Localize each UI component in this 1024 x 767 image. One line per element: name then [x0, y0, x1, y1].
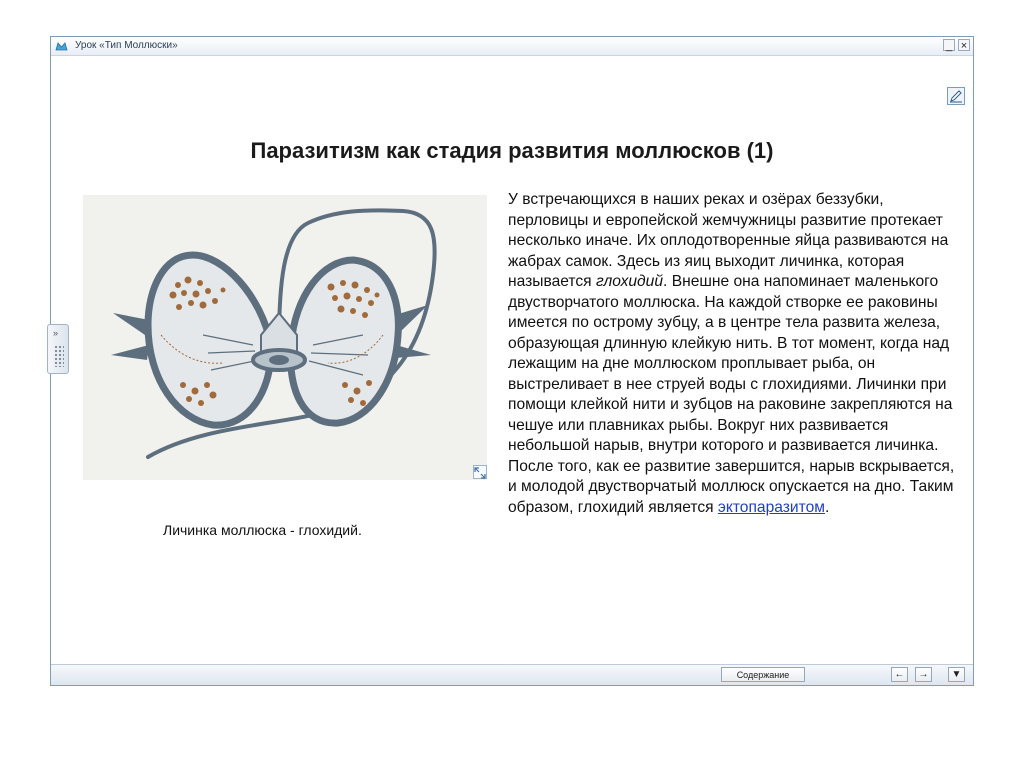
glochidium-drawing: [83, 195, 487, 480]
minimize-button[interactable]: _: [943, 39, 955, 51]
term-glochidium: глохидий: [595, 273, 664, 290]
enlarge-arrows-icon: [474, 467, 486, 479]
body-text-end: .: [825, 498, 830, 516]
expand-icon[interactable]: [473, 465, 487, 479]
figure-caption: Личинка моллюска - глохидий.: [163, 522, 362, 538]
slide-body-text: [508, 190, 958, 518]
edit-icon[interactable]: [947, 87, 965, 105]
app-icon: [55, 40, 68, 52]
body-text-part: . Внешне она напоминает маленького двустворчатого моллюска. На каждой створке ее раковины имеется по острому зубцу, а в центре тела развита железа, образующая длинную клейкую нить. В тот момент, когда над лежащим на дне моллюском проплывает рыба, он выстреливает в нее струей воды с глохидиями. Личинки при помощи клейкой нити и зубцов на раковине закрепляются на чешуе или плавниках рыбы. Вокруг них развивается небольшой нарыв, внутри которого и развивается личинка. После того, как ее развитие завершится, нарыв вскрывается, и молодой двустворчатый моллюск опускается на дно. Таким образом, глохидий является: [508, 273, 955, 516]
double-chevron-right-icon: »: [53, 328, 58, 338]
grip-dots-icon: [54, 345, 64, 367]
title-bar: [51, 37, 973, 56]
pencil-icon: [948, 88, 964, 104]
prev-arrow-icon[interactable]: ←: [891, 667, 908, 682]
body-text-part: У встречающихся в наших реках и озёрах беззубки, перловицы и европейской жемчужницы развитие протекает несколько иначе. Их оплодотворенные яйца развиваются на жабрах самок. Здесь из яиц выходит личинка, которая называется: [508, 191, 949, 290]
glochidium-illustration: [83, 195, 487, 480]
menu-dropdown-icon[interactable]: ▼: [948, 667, 965, 682]
next-arrow-icon[interactable]: →: [915, 667, 932, 682]
ectoparasite-link[interactable]: эктопаразитом: [717, 498, 825, 516]
slide-title: Паразитизм как стадия развития моллюсков (1): [250, 138, 774, 163]
window-title: Урок «Тип Моллюски»: [75, 40, 178, 51]
close-button[interactable]: ×: [958, 39, 970, 51]
side-panel-toggle-icon[interactable]: [47, 324, 69, 374]
contents-button[interactable]: Содержание: [721, 667, 805, 682]
bottom-toolbar: [51, 664, 973, 685]
lesson-window: [50, 36, 974, 686]
slide-content: [51, 56, 973, 665]
